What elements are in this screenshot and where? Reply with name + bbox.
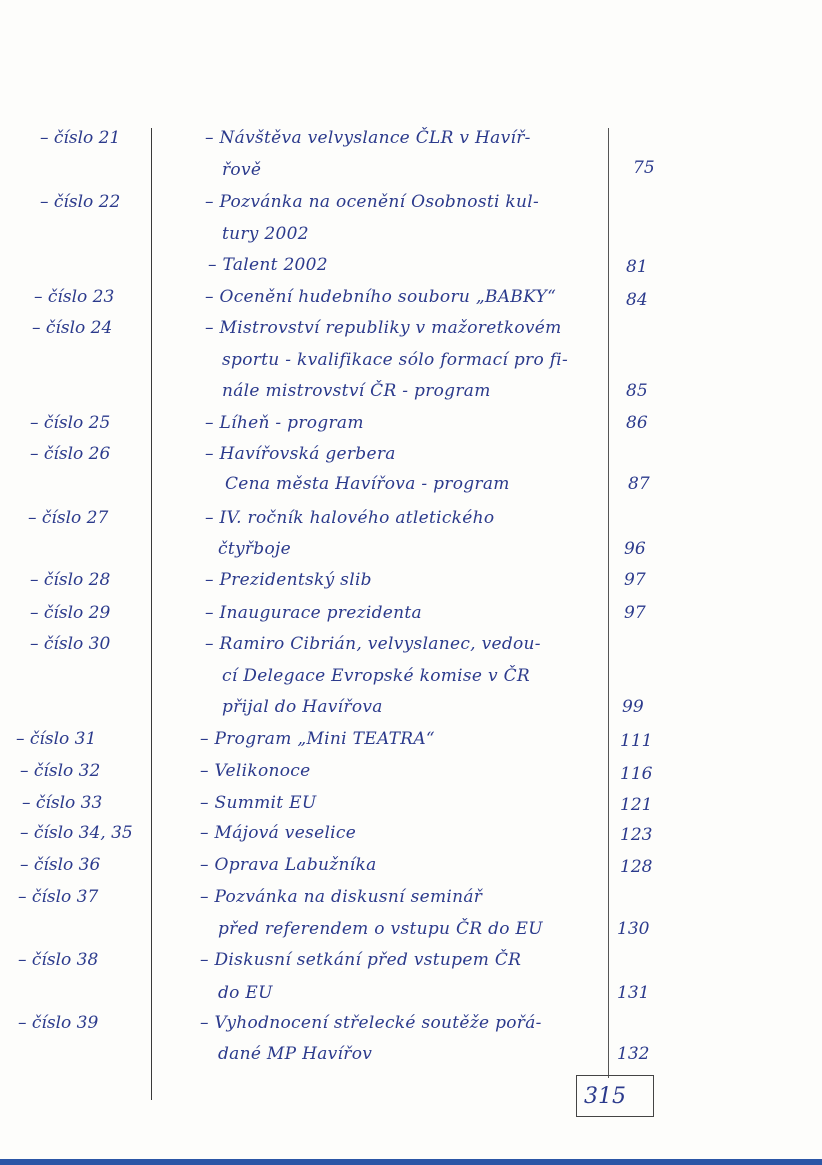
entry-title-line: – Májová veselice (200, 823, 357, 843)
entry-number: – číslo 28 (30, 570, 111, 590)
entry-number: – číslo 38 (18, 950, 99, 970)
entry-title-line: – Velikonoce (200, 761, 311, 781)
entry-title-line: – Prezidentský slib (205, 570, 372, 590)
entry-title-line: – Vyhodnocení střelecké soutěže pořá- (200, 1013, 542, 1033)
entry-title-line: čtyřboje (218, 539, 291, 559)
entry-page: 128 (620, 857, 653, 877)
right-column-rule (608, 128, 609, 1078)
entry-number: – číslo 21 (40, 128, 121, 148)
entry-page: 99 (622, 697, 644, 717)
entry-title-line: nále mistrovství ČR - program (222, 381, 491, 401)
entry-page: 123 (620, 825, 653, 845)
entry-title-line: – Inaugurace prezidenta (205, 603, 422, 623)
entry-title-line: – Oprava Labužníka (200, 855, 377, 875)
entry-number: – číslo 25 (30, 413, 111, 433)
entry-number: – číslo 37 (18, 887, 99, 907)
entry-title-line: – Havířovská gerbera (205, 444, 396, 464)
entry-page: 84 (626, 290, 648, 310)
entry-page: 81 (626, 257, 648, 277)
entry-page: 121 (620, 795, 653, 815)
left-column-rule (151, 128, 152, 1100)
entry-title-line: přijal do Havířova (222, 697, 383, 717)
entry-title-line: cí Delegace Evropské komise v ČR (222, 666, 530, 686)
entry-title-line: – Diskusní setkání před vstupem ČR (200, 950, 522, 970)
entry-title-line: před referendem o vstupu ČR do EU (218, 919, 543, 939)
entry-title-line: tury 2002 (222, 224, 309, 244)
entry-page: 132 (617, 1044, 650, 1064)
entry-page: 85 (626, 381, 648, 401)
sheet-number: 315 (584, 1084, 626, 1109)
entry-number: – číslo 29 (30, 603, 111, 623)
entry-title-line: – Talent 2002 (208, 255, 328, 275)
entry-title-line: – Návštěva velvyslance ČLR v Havíř- (205, 128, 531, 148)
entry-number: – číslo 39 (18, 1013, 99, 1033)
entry-page: 75 (633, 158, 655, 178)
entry-title-line: řově (222, 160, 262, 180)
entry-title-line: – IV. ročník halového atletického (205, 508, 495, 528)
entry-page: 97 (624, 603, 646, 623)
entry-title-line: – Líheň - program (205, 413, 364, 433)
entry-number: – číslo 22 (40, 192, 121, 212)
entry-page: 87 (628, 474, 650, 494)
entry-number: – číslo 33 (22, 793, 103, 813)
entry-page: 131 (617, 983, 650, 1003)
entry-title-line: do EU (218, 983, 273, 1003)
entry-title-line: – Mistrovství republiky v mažoretkovém (205, 318, 562, 338)
entry-number: – číslo 24 (32, 318, 113, 338)
entry-page: 130 (617, 919, 650, 939)
entry-number: – číslo 36 (20, 855, 101, 875)
entry-title-line: dané MP Havířov (218, 1044, 373, 1064)
entry-number: – číslo 27 (28, 508, 109, 528)
entry-title-line: – Pozvánka na ocenění Osobnosti kul- (205, 192, 540, 212)
entry-title-line: Cena města Havířova - program (225, 474, 510, 494)
entry-title-line: – Ramiro Cibrián, velvyslanec, vedou- (205, 634, 541, 654)
entry-title-line: – Program „Mini TEATRA“ (200, 729, 435, 749)
entry-title-line: – Pozvánka na diskusní seminář (200, 887, 483, 907)
entry-title-line: – Summit EU (200, 793, 317, 813)
entry-number: – číslo 31 (16, 729, 97, 749)
entry-title-line: – Ocenění hudebního souboru „BABKY“ (205, 287, 557, 307)
entry-number: – číslo 23 (34, 287, 115, 307)
scan-bottom-edge (0, 1159, 822, 1165)
entry-page: 111 (620, 731, 653, 751)
entry-page: 97 (624, 570, 646, 590)
entry-page: 96 (624, 539, 646, 559)
entry-number: – číslo 30 (30, 634, 111, 654)
entry-title-line: sportu - kvalifikace sólo formací pro fi- (222, 350, 569, 370)
entry-page: 86 (626, 413, 648, 433)
entry-number: – číslo 34, 35 (20, 823, 133, 843)
entry-page: 116 (620, 764, 653, 784)
entry-number: – číslo 32 (20, 761, 101, 781)
entry-number: – číslo 26 (30, 444, 111, 464)
